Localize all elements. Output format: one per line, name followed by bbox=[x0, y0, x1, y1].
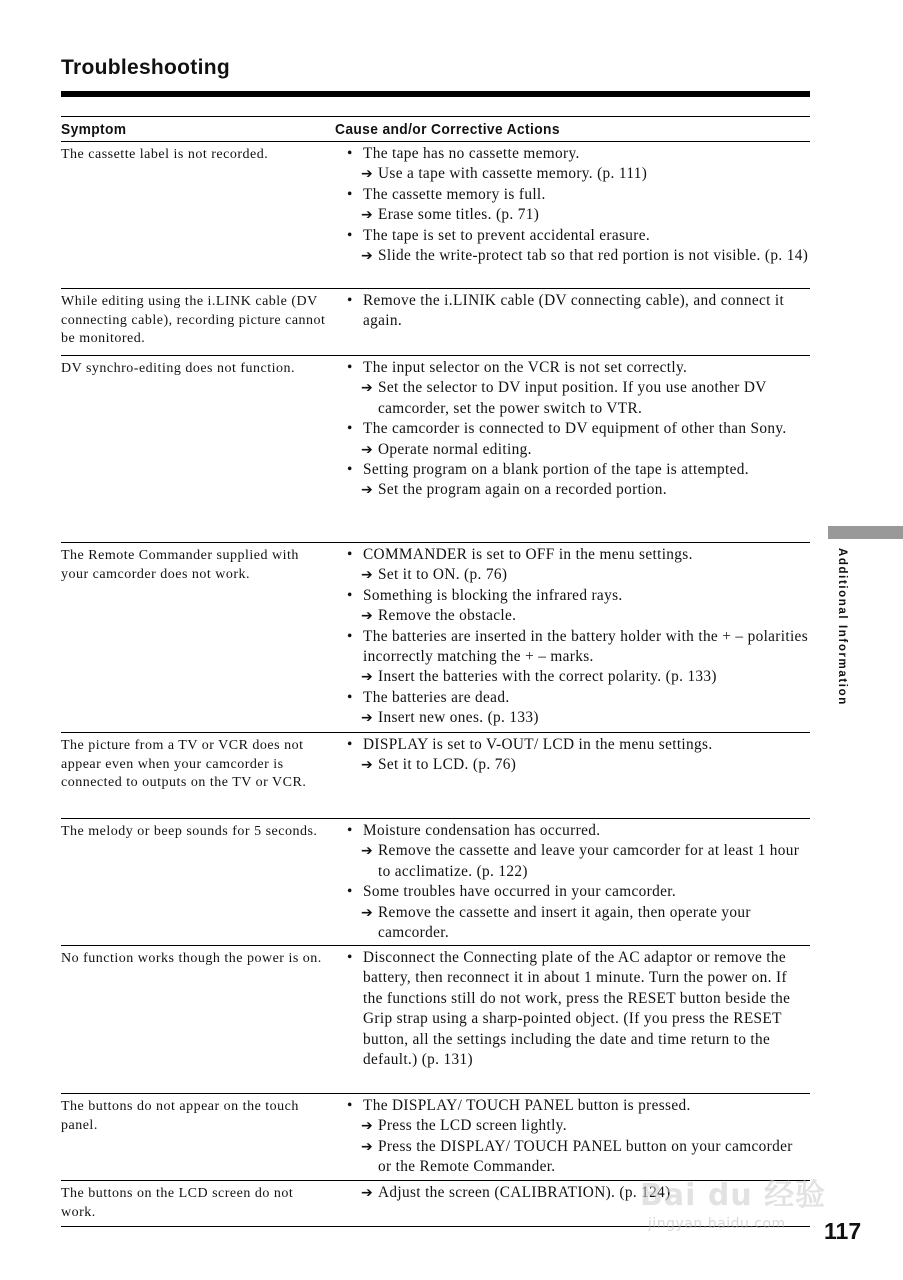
line-text: Remove the obstacle. bbox=[378, 607, 517, 625]
line-text: Set it to LCD. (p. 76) bbox=[378, 756, 517, 774]
cause-cell bbox=[335, 819, 810, 945]
line-text: Use a tape with cassette memory. (p. 111) bbox=[378, 165, 648, 183]
troubleshooting-table bbox=[61, 116, 810, 1227]
symptom-cell: While editing using the i.LINK cable (DV connecting cable), recording picture cannot be monitored. bbox=[61, 294, 326, 346]
action-item bbox=[335, 708, 810, 728]
action-item bbox=[335, 606, 810, 626]
arrow-right-icon: ➔ bbox=[361, 757, 374, 774]
symptom-cell: DV synchro-editing does not function. bbox=[61, 361, 296, 376]
line-text: The cassette memory is full. bbox=[363, 185, 546, 203]
symptom-cell: The buttons on the LCD screen do not work. bbox=[61, 1186, 294, 1220]
cause-item bbox=[335, 291, 810, 332]
symptom-cell: The cassette label is not recorded. bbox=[61, 147, 269, 162]
arrow-right-icon: ➔ bbox=[361, 441, 374, 458]
section-tab bbox=[828, 526, 903, 539]
bullet-icon: • bbox=[347, 586, 353, 604]
bullet-icon: • bbox=[347, 292, 353, 309]
line-text: Remove the i.LINIK cable (DV connecting cable), and connect it again. bbox=[363, 292, 785, 330]
symptom-cell: The Remote Commander supplied with your camcorder does not work. bbox=[61, 548, 299, 582]
header-cause: Cause and/or Corrective Actions bbox=[335, 120, 560, 138]
bullet-icon: • bbox=[347, 546, 353, 563]
bullet-icon: • bbox=[347, 627, 353, 645]
table-header bbox=[61, 116, 810, 142]
arrow-right-icon: ➔ bbox=[361, 1138, 374, 1155]
action-item bbox=[335, 205, 810, 225]
line-text: Erase some titles. (p. 71) bbox=[378, 206, 540, 224]
table-row bbox=[61, 543, 810, 733]
table-row bbox=[61, 819, 810, 946]
line-text: Setting program on a blank portion of the tape is attempted. bbox=[363, 461, 749, 479]
action-item bbox=[335, 378, 810, 419]
header-symptom: Symptom bbox=[61, 120, 127, 138]
arrow-right-icon: ➔ bbox=[361, 166, 374, 183]
line-text: The DISPLAY/ TOUCH PANEL button is pressed. bbox=[363, 1097, 691, 1114]
cause-cell bbox=[335, 1094, 810, 1180]
cause-item bbox=[335, 688, 810, 708]
line-text: DISPLAY is set to V-OUT/ LCD in the menu settings. bbox=[363, 736, 713, 753]
cause-cell bbox=[335, 356, 810, 542]
line-text: The input selector on the VCR is not set correctly. bbox=[363, 359, 688, 376]
line-text: Set it to ON. (p. 76) bbox=[378, 566, 508, 584]
arrow-right-icon: ➔ bbox=[361, 248, 374, 265]
bullet-icon: • bbox=[347, 420, 353, 438]
bullet-icon: • bbox=[347, 359, 353, 376]
cause-item bbox=[335, 226, 810, 246]
action-item bbox=[335, 246, 810, 266]
arrow-right-icon: ➔ bbox=[361, 482, 374, 499]
action-item bbox=[335, 1183, 810, 1203]
page-number: 117 bbox=[824, 1218, 862, 1244]
bullet-icon: • bbox=[347, 1097, 353, 1114]
arrow-right-icon: ➔ bbox=[361, 1185, 374, 1201]
bullet-icon: • bbox=[347, 949, 353, 966]
bullet-icon: • bbox=[347, 883, 353, 901]
cause-item bbox=[335, 882, 810, 902]
line-text: Disconnect the Connecting plate of the AC adaptor or remove the battery, then reconnect it in about 1 minute. Turn the power on. If the functions still do not work, press the RESET button beside the Grip strap using a sharp-pointed object. (If you press the RESET button, all the settings including the date and time return to the default.) (p. 131) bbox=[363, 949, 791, 1069]
action-item bbox=[335, 1137, 810, 1178]
cause-cell bbox=[335, 946, 810, 1093]
bullet-icon: • bbox=[347, 688, 353, 706]
line-text: The tape is set to prevent accidental erasure. bbox=[363, 226, 651, 244]
bullet-icon: • bbox=[347, 185, 353, 203]
cause-item bbox=[335, 460, 810, 480]
cause-item bbox=[335, 185, 810, 205]
table-row bbox=[61, 946, 810, 1094]
bullet-icon: • bbox=[347, 822, 353, 839]
line-text: Something is blocking the infrared rays. bbox=[363, 586, 623, 604]
bullet-icon: • bbox=[347, 461, 353, 479]
line-text: Set the program again on a recorded portion. bbox=[378, 481, 667, 499]
table-row bbox=[61, 733, 810, 819]
watermark-logo: Bai du 经验 bbox=[640, 1178, 827, 1213]
action-item bbox=[335, 667, 810, 687]
cause-cell bbox=[335, 289, 810, 355]
table-row bbox=[61, 1181, 810, 1227]
watermark-url: jingyan.baidu.com bbox=[648, 1216, 786, 1232]
action-item bbox=[335, 164, 810, 184]
line-text: Remove the cassette and leave your camcorder for at least 1 hour to acclimatize. (p. 122) bbox=[378, 842, 800, 880]
page-title: Troubleshooting bbox=[61, 56, 230, 79]
arrow-right-icon: ➔ bbox=[361, 207, 374, 224]
cause-item bbox=[335, 821, 810, 841]
cause-item bbox=[335, 948, 810, 1070]
cause-cell bbox=[335, 733, 810, 818]
line-text: The batteries are dead. bbox=[363, 688, 510, 706]
line-text: COMMANDER is set to OFF in the menu settings. bbox=[363, 546, 693, 563]
table-row bbox=[61, 356, 810, 543]
cause-cell bbox=[335, 543, 810, 732]
cause-cell bbox=[335, 142, 810, 288]
bullet-icon: • bbox=[347, 736, 353, 753]
symptom-cell: The buttons do not appear on the touch panel. bbox=[61, 1099, 299, 1133]
section-label: Additional Information bbox=[836, 548, 848, 706]
line-text: Press the LCD screen lightly. bbox=[378, 1117, 567, 1135]
cause-item bbox=[335, 144, 810, 164]
action-item bbox=[335, 440, 810, 460]
line-text: Insert the batteries with the correct polarity. (p. 133) bbox=[378, 668, 717, 686]
line-text: Insert new ones. (p. 133) bbox=[378, 709, 539, 727]
line-text: Set the selector to DV input position. If you use another DV camcorder, set the power switch to VTR. bbox=[378, 379, 767, 417]
line-text: Operate normal editing. bbox=[378, 440, 532, 458]
arrow-right-icon: ➔ bbox=[361, 608, 374, 625]
line-text: Some troubles have occurred in your camcorder. bbox=[363, 883, 677, 901]
line-text: Adjust the screen (CALIBRATION). (p. 124) bbox=[378, 1184, 671, 1201]
symptom-cell: No function works though the power is on. bbox=[61, 951, 322, 966]
table-row bbox=[61, 142, 810, 289]
line-text: The tape has no cassette memory. bbox=[363, 145, 580, 162]
action-item bbox=[335, 903, 810, 944]
arrow-right-icon: ➔ bbox=[361, 904, 374, 921]
action-item bbox=[335, 1116, 810, 1136]
line-text: The batteries are inserted in the battery holder with the + – polarities incorrectly matching the + – marks. bbox=[363, 627, 808, 666]
cause-item bbox=[335, 545, 810, 565]
cause-item bbox=[335, 735, 810, 755]
cause-item bbox=[335, 1096, 810, 1116]
bullet-icon: • bbox=[347, 226, 353, 244]
table-row bbox=[61, 1094, 810, 1181]
symptom-cell: The melody or beep sounds for 5 seconds. bbox=[61, 824, 318, 839]
arrow-right-icon: ➔ bbox=[361, 380, 374, 397]
line-text: Remove the cassette and insert it again, then operate your camcorder. bbox=[378, 903, 751, 942]
bullet-icon: • bbox=[347, 145, 353, 162]
arrow-right-icon: ➔ bbox=[361, 843, 374, 860]
cause-item bbox=[335, 627, 810, 668]
line-text: Press the DISPLAY/ TOUCH PANEL button on your camcorder or the Remote Commander. bbox=[378, 1137, 793, 1176]
line-text: Moisture condensation has occurred. bbox=[363, 822, 601, 839]
cause-item bbox=[335, 358, 810, 378]
cause-item bbox=[335, 419, 810, 439]
arrow-right-icon: ➔ bbox=[361, 710, 374, 727]
action-item bbox=[335, 565, 810, 585]
table-row bbox=[61, 289, 810, 356]
arrow-right-icon: ➔ bbox=[361, 567, 374, 584]
cause-cell bbox=[335, 1181, 810, 1226]
line-text: The camcorder is connected to DV equipment of other than Sony. bbox=[363, 420, 787, 438]
title-rule bbox=[61, 91, 810, 97]
action-item bbox=[335, 841, 810, 882]
cause-item bbox=[335, 586, 810, 606]
action-item bbox=[335, 755, 810, 775]
symptom-cell: The picture from a TV or VCR does not appear even when your camcorder is connected to outputs on the TV or VCR. bbox=[61, 738, 307, 790]
arrow-right-icon: ➔ bbox=[361, 669, 374, 686]
action-item bbox=[335, 480, 810, 500]
line-text: Slide the write-protect tab so that red portion is not visible. (p. 14) bbox=[378, 247, 809, 265]
arrow-right-icon: ➔ bbox=[361, 1118, 374, 1135]
table-body bbox=[61, 142, 810, 1227]
